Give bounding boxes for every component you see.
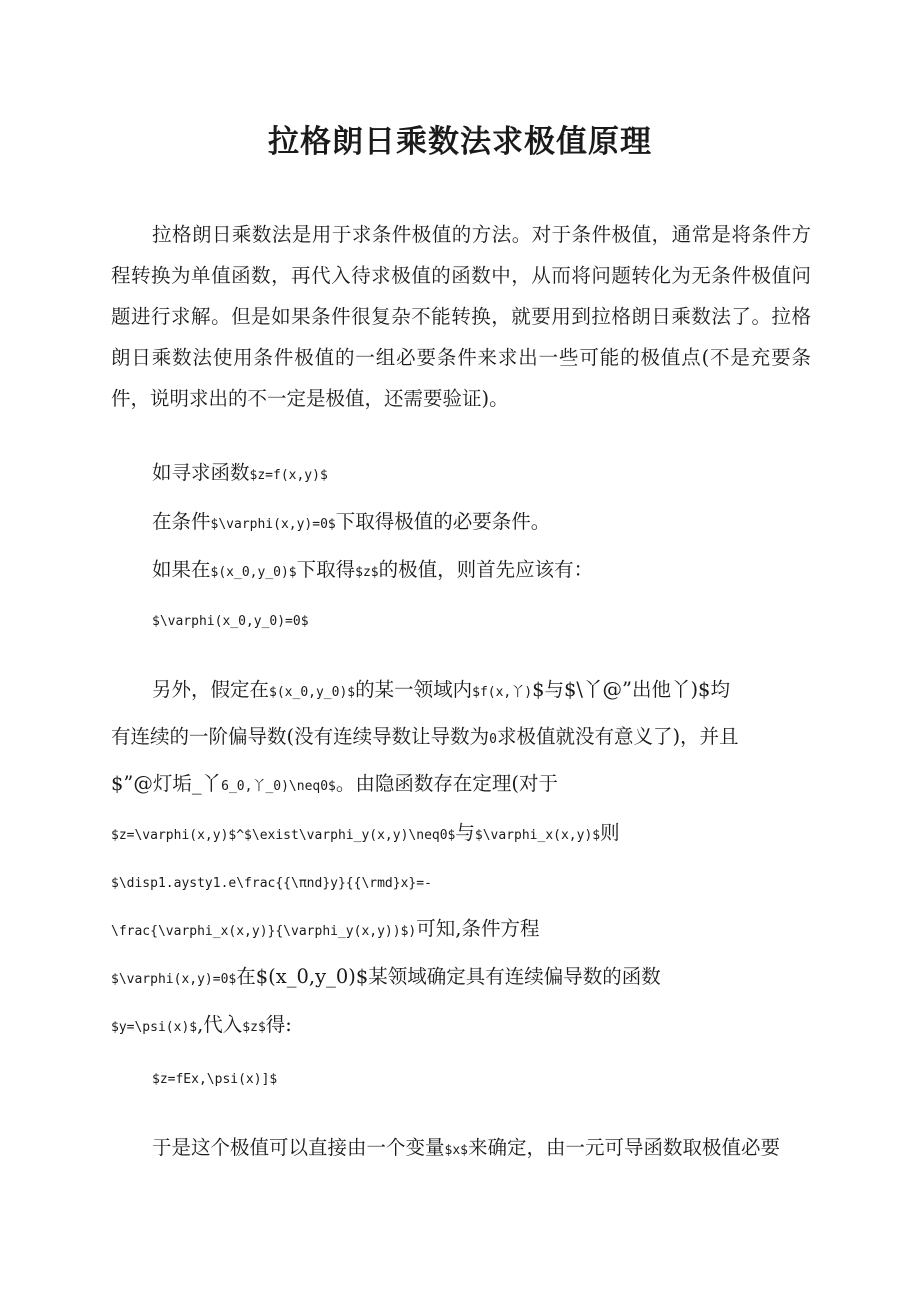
line-conclusion — [152, 1133, 780, 1166]
text-run: 有连续的一阶偏导数(没有连续导数让导数为 — [111, 725, 490, 748]
math-run: $z$ — [242, 1020, 266, 1035]
line-assumption — [152, 675, 730, 708]
text-run: 下取得极值的必要条件。 — [335, 510, 551, 533]
line-equation-2 — [152, 1062, 277, 1095]
math-run: $x$ — [444, 1143, 468, 1158]
math-run: $z=fEx,\psi(x)]$ — [152, 1072, 278, 1087]
math-run: $\varphi_x(x,y)$ — [474, 828, 601, 843]
math-run: $\varphi(x,y)=0$ — [210, 517, 336, 532]
text-run: 则 — [600, 821, 620, 844]
text-run: 如果在 — [152, 558, 211, 581]
text-run: 求极值就没有意义了)，并且 — [496, 725, 739, 748]
math-run: 0 — [489, 732, 497, 747]
line-partial-derivatives — [111, 722, 739, 755]
text-run: $”@灯垢_丫 — [111, 772, 222, 795]
line-formula-1 — [111, 818, 620, 851]
text-run: 下取得 — [296, 558, 356, 581]
text-run: 的极值，则首先应该有： — [378, 558, 594, 581]
math-run: $(x_0,y_0)$ — [269, 685, 356, 700]
math-run: $\varphi(x_0,y_0)=0$ — [152, 614, 309, 629]
line-formula-5 — [111, 1010, 292, 1043]
intro-paragraph: 拉格朗日乘数法是用于求条件极值的方法。对于条件极值，通常是将条件方程转换为单值函数，再代入待求极值的函数中，从而将问题转化为无条件极值问题进行求解。但是如果条件很复杂不能转换，就要用到拉格朗日乘数法了。拉格朗日乘数法使用条件极值的一组必要条件来求出一些可能的极值点(不是充要条件，说明求出的不一定是极值，还需要验证)。 — [111, 223, 811, 410]
math-run: $\varphi(x,y)=0$ — [111, 972, 237, 987]
text-run: 在条件 — [152, 510, 211, 533]
text-run: 在$(x_0,y_0)$ — [236, 965, 369, 988]
math-run: $z=f(x,y)$ — [249, 468, 328, 483]
text-run: 与 — [455, 821, 475, 844]
text-run: 可知,条件方程 — [416, 917, 540, 940]
line-equation-1 — [152, 604, 309, 637]
math-run: 6_0,丫_0)\neq0$ — [221, 779, 336, 794]
text-run: 如寻求函数 — [152, 461, 250, 484]
line-extreme-point — [152, 555, 593, 588]
line-implicit-theorem — [111, 769, 558, 802]
line-formula-4 — [111, 962, 661, 995]
line-formula-2 — [111, 866, 432, 899]
line-condition — [152, 507, 550, 540]
text-run: 于是这个极值可以直接由一个变量 — [152, 1136, 445, 1159]
text-run: 另外，假定在 — [152, 678, 270, 701]
line-formula-3 — [111, 914, 539, 947]
math-run: $z$ — [355, 565, 379, 580]
math-run: $z=\varphi(x,y)$^$\exist\varphi_y(x,y)\neq0$ — [111, 828, 456, 843]
math-run: $(x_0,y_0)$ — [210, 565, 297, 580]
text-run: 的某一领域内 — [355, 678, 473, 701]
text-run: 。由隐函数存在定理(对于 — [335, 772, 558, 795]
document-title: 拉格朗日乘数法求极值原理 — [268, 124, 652, 160]
text-run: 得: — [265, 1013, 292, 1036]
text-run: ,代入 — [197, 1013, 243, 1036]
math-run: $y=\psi(x)$ — [111, 1020, 198, 1035]
text-run: 来确定，由一元可导函数取极值必要 — [468, 1136, 781, 1159]
text-run: 某领域确定具有连续偏导数的函数 — [368, 965, 661, 988]
text-run: $与$\丫@”出他丫)$均 — [532, 678, 730, 701]
math-run: \frac{\varphi_x(x,y)}{\varphi_y(x,y))$) — [111, 924, 417, 939]
line-function — [152, 458, 328, 491]
math-run: $f(x,丫) — [472, 685, 533, 700]
math-run: $\disp1.aysty1.e\frac{{\πnd}y}{{\rmd}x}=- — [111, 876, 432, 891]
